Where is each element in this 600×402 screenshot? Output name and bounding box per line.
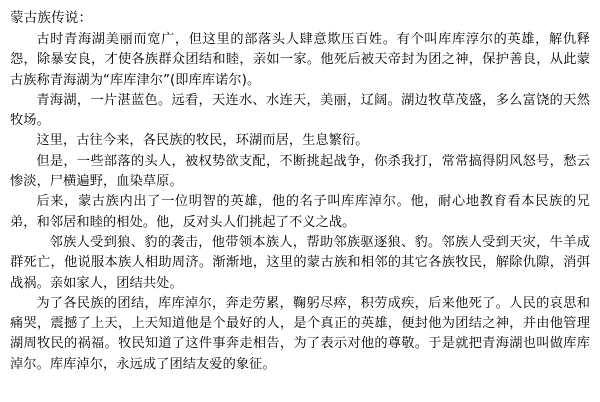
paragraph-6: 邻族人受到狼、豹的袭击，他带领本族人，帮助邻族驱逐狼、豹。邻族人受到天灾，牛羊成群死亡，他说服本族人相助周济。渐渐地，这里的蒙古族和相邻的其它各族牧民，解除仇隙，消弭战祸。亲如家人，团结共处。 — [10, 234, 590, 291]
paragraph-3: 这里，古往今来，各民族的牧民，环湖而居，生息繁衍。 — [36, 133, 369, 149]
paragraph-1: 古时青海湖美丽而宽广，但这里的部落头人肆意欺压百姓。有个叫库库淳尔的英雄，解仇释怨，除暴安良，才使各族群众团结和睦，亲如一家。他死后被天帝封为团之神，保护善良，从此蒙古族称青海湖为“库库津尔”(即库库诺尔)。 — [10, 32, 590, 88]
document-title: 蒙古族传说： — [10, 10, 93, 26]
paragraph-5: 后来，蒙古族内出了一位明智的英雄，他的名子叫库库淖尔。他，耐心地教育看本民族的兄弟，和邻居和睦的相处。他，反对头人们挑起了不义之战。 — [10, 194, 590, 230]
paragraph-2: 青海湖，一片湛蓝色。远看，天连水、水连天，美丽，辽阔。湖边牧草茂盛，多么富饶的天然牧场。 — [10, 92, 590, 129]
paragraph-4: 但是，一些部落的头人，被权势欲支配，不断挑起战争，你杀我打，常常搞得阴风怒号，愁云惨淡，尸横遍野，血染草原。 — [10, 153, 590, 190]
paragraph-7: 为了各民族的团结，库库淖尔，奔走劳累，鞠躬尽瘁，积劳成疾，后来他死了。人民的哀思和痛哭，震撼了上天，上天知道他是个最好的人，是个真正的英雄，便封他为团结之神，并由他管理湖周牧民的祸福。牧民知道了这件事奔走相告，为了表示对他的尊敬。于是就把青海湖也叫做库库淖尔。库库淖尔，永远成了团结友爱的象征。 — [10, 295, 590, 372]
